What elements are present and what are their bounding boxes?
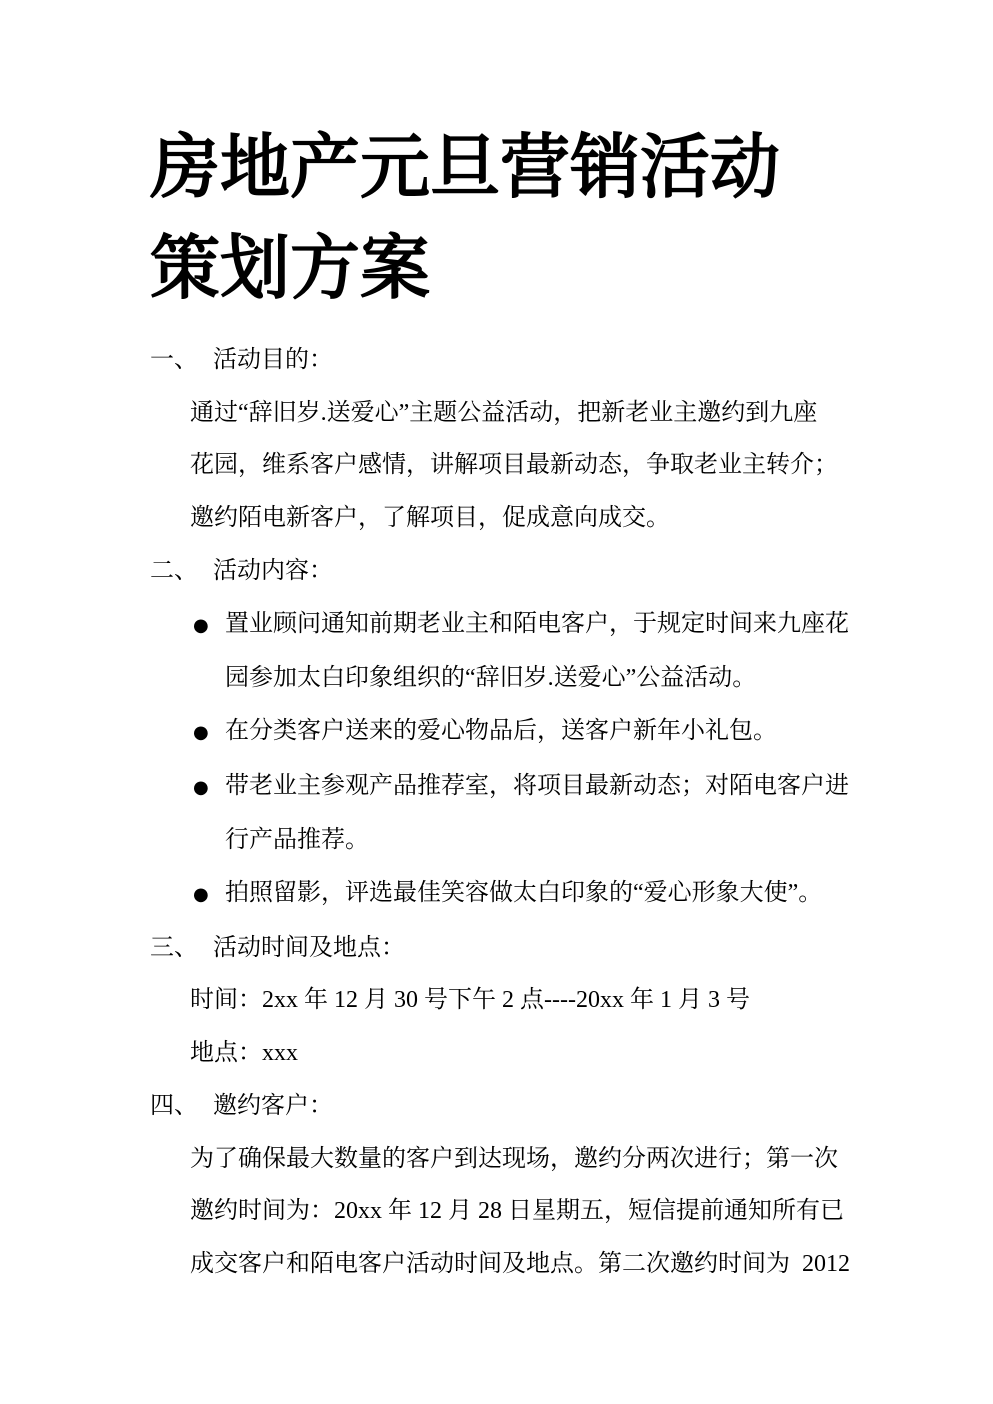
section-heading-label: 活动内容： <box>213 557 333 584</box>
bullet-item-line: 园参加太白印象组织的“辞旧岁.送爱心”公益活动。 <box>225 665 757 692</box>
bullet-text: 拍照留影，评选最佳笑容做太白印象的“爱心形象大使”。 <box>225 880 823 907</box>
document-title <box>150 118 780 320</box>
paragraph-line: 邀约时间为：20xx 年 12 月 28 日星期五，短信提前通知所有已 <box>190 1198 844 1225</box>
section-number: 四、 <box>150 1092 198 1119</box>
section-heading-label: 活动目的： <box>213 347 333 373</box>
section-heading-label: 邀约客户： <box>213 1092 333 1119</box>
section-heading <box>0 545 993 598</box>
title-line: 房地产元旦营销活动 <box>150 130 780 207</box>
bullet-item-line <box>0 867 993 922</box>
section-heading <box>0 922 993 975</box>
bullet-item-line <box>0 705 993 760</box>
section-number: 三、 <box>150 934 198 961</box>
paragraph-line: 地点：xxx <box>190 1040 298 1067</box>
document-body <box>0 334 993 1291</box>
bullet-icon: ● <box>193 721 209 743</box>
bullet-text: 带老业主参观产品推荐室，将项目最新动态；对陌电客户进 <box>225 772 849 799</box>
bullet-text: 在分类客户送来的爱心物品后，送客户新年小礼包。 <box>225 717 777 744</box>
bullet-icon: ● <box>193 884 209 906</box>
section-heading <box>0 1080 993 1133</box>
paragraph-line: 成交客户和陌电客户活动时间及地点。第二次邀约时间为 2012 <box>190 1250 850 1277</box>
bullet-icon: ● <box>193 614 209 636</box>
bullet-item-line <box>0 760 993 815</box>
section-number: 一、 <box>150 347 198 373</box>
bullet-item-line <box>0 598 993 653</box>
title-line: 策划方案 <box>150 231 430 308</box>
paragraph-line: 为了确保最大数量的客户到达现场，邀约分两次进行；第一次 <box>190 1145 838 1172</box>
paragraph-line: 时间：2xx 年 12 月 30 号下午 2 点----20xx 年 1 月 3 号 <box>190 987 750 1014</box>
section-number: 二、 <box>150 557 198 584</box>
paragraph-line: 花园，维系客户感情，讲解项目最新动态，争取老业主转介； <box>190 452 838 479</box>
paragraph-line: 邀约陌电新客户，了解项目，促成意向成交。 <box>190 505 670 532</box>
section-heading <box>0 334 993 387</box>
bullet-item-line: 行产品推荐。 <box>225 827 369 854</box>
bullet-text: 置业顾问通知前期老业主和陌电客户，于规定时间来九座花 <box>225 610 849 637</box>
bullet-icon: ● <box>193 776 209 798</box>
paragraph-line: 通过“辞旧岁.送爱心”主题公益活动，把新老业主邀约到九座 <box>190 399 818 426</box>
section-heading-label: 活动时间及地点： <box>213 934 405 961</box>
